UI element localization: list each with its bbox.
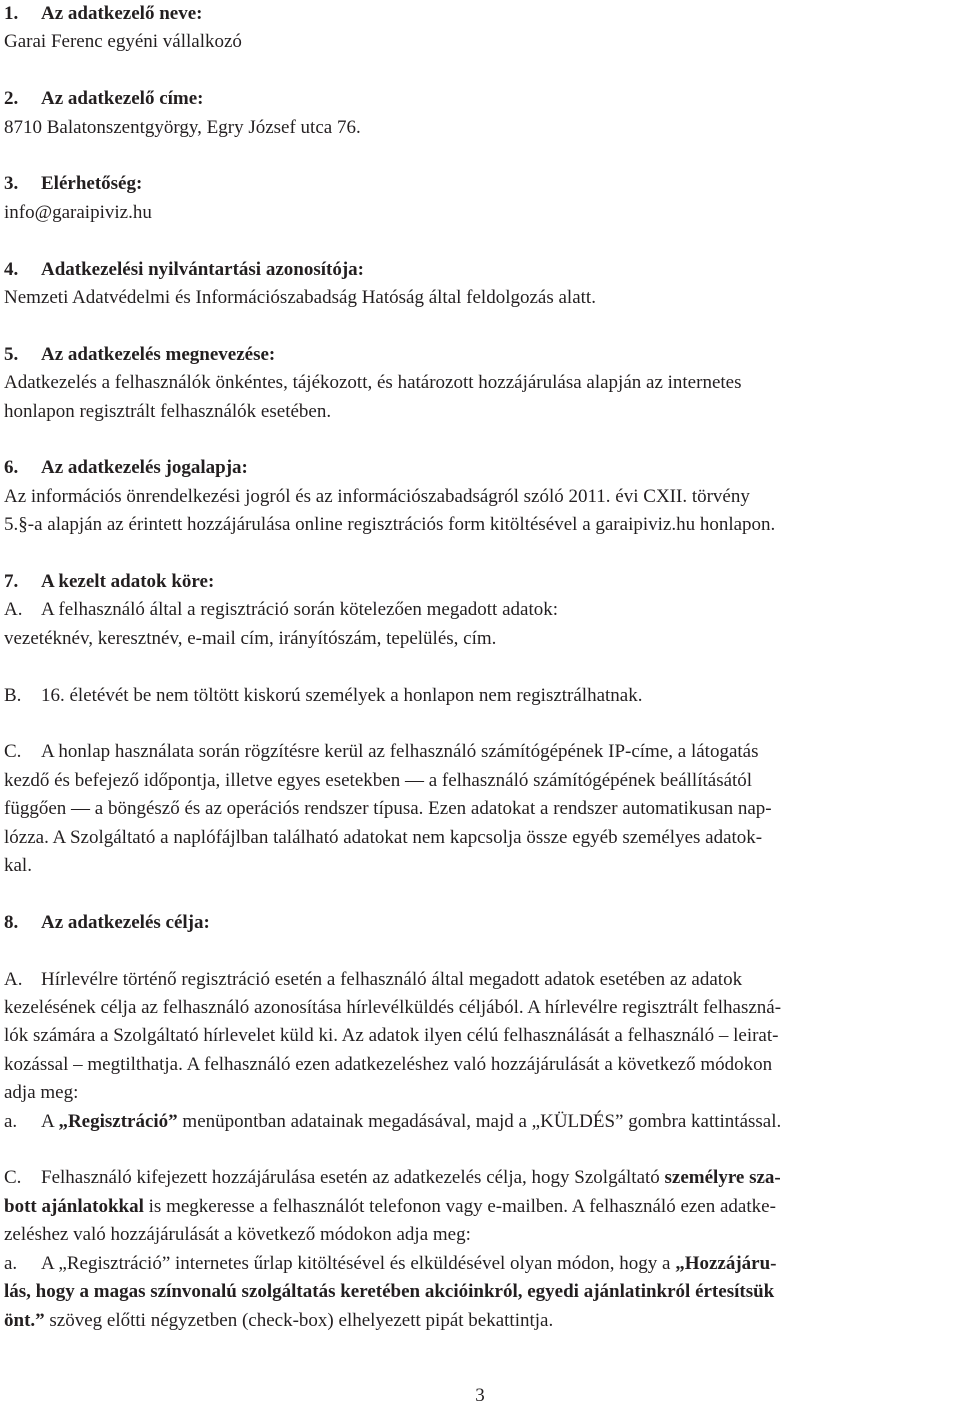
- document-page: [4, 0, 956, 1335]
- item-a-text: lók számára a Szolgáltató hírlevelet küld ki. Az adatok ilyen célú felhasználását a felhasználó – leirat-: [4, 1025, 779, 1047]
- item-c-text: kal.: [4, 855, 32, 877]
- section-text: Az információs önrendelkezési jogról és az információszabadságról szóló 2011. évi CXII. törvény: [4, 485, 750, 507]
- page-number: 3: [475, 1385, 485, 1406]
- section-heading: 8. Az adatkezelés célja:: [4, 911, 210, 933]
- item-c-text: függően — a böngésző és az operációs rendszer típusa. Ezen adatokat a rendszer automatikusan nap-: [4, 798, 772, 820]
- section-text: 5.§-a alapján az érintett hozzájárulása online regisztrációs form kitöltésével a garaipiviz.hu honlapon.: [4, 514, 776, 536]
- section-text: info@garaipiviz.hu: [4, 201, 152, 223]
- item-a: A. Hírlevélre történő regisztráció esetén a felhasználó által megadott adatok esetében az adatok: [4, 968, 743, 990]
- item-c-text: kezdő és befejező időpontja, illetve egyes esetekben — a felhasználó számítógépének beállításától: [4, 769, 753, 791]
- item-c: C. A honlap használata során rögzítésre kerül az felhasználó számítógépének IP-címe, a látogatás: [4, 741, 759, 763]
- section-text: Garai Ferenc egyéni vállalkozó: [4, 31, 242, 53]
- item-a-text: vezetéknév, keresztnév, e-mail cím, irányítószám, tepelülés, cím.: [4, 627, 497, 649]
- section-1: [4, 0, 956, 57]
- section-text: honlapon regisztrált felhasználók esetében.: [4, 400, 332, 422]
- item-c-sub: a. A „Regisztráció” internetes űrlap kitöltésével és elküldésével olyan módon, hogy a „Hozzájáru-: [4, 1252, 777, 1274]
- item-c-text: zeléshez való hozzájárulását a következő módokon adja meg:: [4, 1224, 471, 1246]
- item-c-text: bott ajánlatokkal is megkeresse a felhasználót telefonon vagy e-mailben. A felhasználó ezen adatke-: [4, 1195, 776, 1217]
- item-c-text: lózza. A Szolgáltató a naplófájlban található adatokat nem kapcsolja össze egyéb személyes adatok-: [4, 826, 763, 848]
- item-a-sub: a. A „Regisztráció” menüpontban adatainak megadásával, majd a „KÜLDÉS” gombra kattintással.: [4, 1110, 782, 1132]
- section-heading: 7. A kezelt adatok köre:: [4, 571, 215, 593]
- item-c: C. Felhasználó kifejezett hozzájárulása esetén az adatkezelés célja, hogy Szolgáltató személyre sza-: [4, 1167, 781, 1189]
- section-heading: 2. Az adatkezelő címe:: [4, 88, 204, 110]
- section-4: [4, 256, 956, 313]
- section-8: [4, 909, 956, 1335]
- item-b: B. 16. életévét be nem töltött kiskorú személyek a honlapon nem regisztrálhatnak.: [4, 684, 643, 706]
- section-heading: 3. Elérhetőség:: [4, 173, 143, 195]
- item-a-text: adja meg:: [4, 1082, 79, 1104]
- section-heading: 5. Az adatkezelés megnevezése:: [4, 343, 276, 365]
- section-heading: 4. Adatkezelési nyilvántartási azonosítója:: [4, 258, 364, 280]
- section-5: [4, 341, 956, 426]
- item-a-text: kozással – megtilthatja. A felhasználó ezen adatkezeléshez való hozzájárulását a következő módokon: [4, 1053, 773, 1075]
- item-a-text: kezelésének célja az felhasználó azonosítása hírlevélküldés céljából. A hírlevélre regisztrált felhaszná-: [4, 997, 782, 1019]
- section-2: [4, 85, 956, 142]
- section-text: 8710 Balatonszentgyörgy, Egry József utca 76.: [4, 116, 361, 138]
- item-c-sub-text: lás, hogy a magas színvonalú szolgáltatás keretében akcióinkról, egyedi ajánlatinkról értesítsük: [4, 1281, 775, 1303]
- section-heading: 6. Az adatkezelés jogalapja:: [4, 457, 248, 479]
- section-6: [4, 454, 956, 539]
- section-3: [4, 170, 956, 227]
- section-text: Nemzeti Adatvédelmi és Információszabadság Hatóság által feldolgozás alatt.: [4, 287, 596, 309]
- section-text: Adatkezelés a felhasználók önkéntes, tájékozott, és határozott hozzájárulása alapján az internetes: [4, 372, 742, 394]
- item-a: A. A felhasználó által a regisztráció során kötelezően megadott adatok:: [4, 599, 559, 621]
- section-heading: 1. Az adatkezelő neve:: [4, 3, 203, 24]
- item-c-sub-text: önt.” szöveg előtti négyzetben (check-box) elhelyezett pipát bekattintja.: [4, 1309, 554, 1331]
- section-7: [4, 568, 956, 880]
